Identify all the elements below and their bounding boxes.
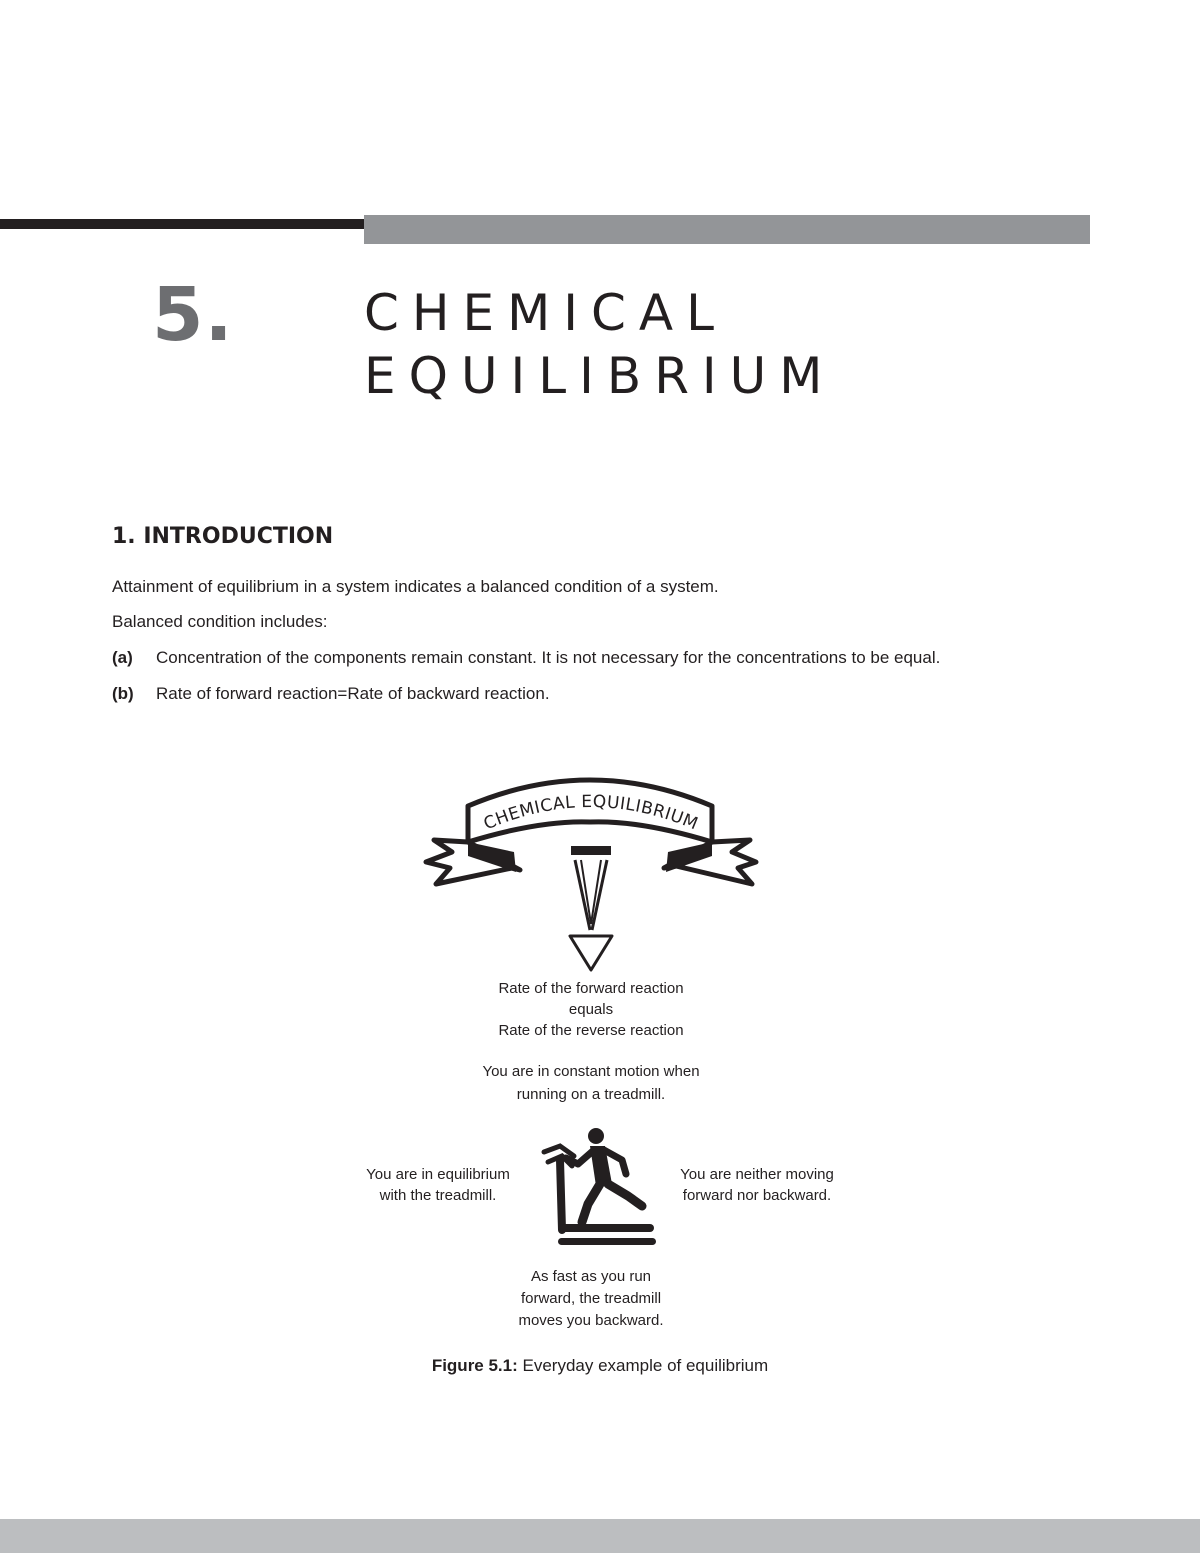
chapter-title-line-2: EQUILIBRIUM: [364, 347, 836, 405]
figure-caption: [300, 1356, 900, 1376]
bottom-line-3: moves you backward.: [518, 1312, 664, 1329]
list-marker: (b): [112, 684, 134, 703]
right-line-1: You are neither moving: [680, 1166, 834, 1183]
footer-bar: [0, 1519, 1200, 1553]
motion-line-2: running on a treadmill.: [516, 1086, 666, 1103]
caption-label: Figure 5.1:: [431, 1356, 518, 1375]
bottom-line-2: forward, the treadmill: [520, 1290, 662, 1307]
list-item-text: Concentration of the components remain constant. It is not necessary for the concentrations to be equal.: [156, 648, 941, 667]
rate-line-1: Rate of the forward reaction: [498, 980, 684, 997]
right-line-2: forward nor backward.: [682, 1187, 832, 1204]
intro-paragraph: Attainment of equilibrium in a system indicates a balanced condition of a system.: [112, 577, 719, 596]
rate-line-2: equals: [568, 1001, 614, 1018]
motion-line-1: You are in constant motion when: [482, 1063, 700, 1080]
balanced-condition-lead: Balanced condition includes:: [112, 612, 328, 631]
chapter-number: 5.: [152, 272, 234, 358]
caption-text: Everyday example of equilibrium: [517, 1356, 769, 1375]
left-line-1: You are in equilibrium: [366, 1166, 510, 1183]
banner-text: CHEMICAL EQUILIBRIUM: [480, 791, 701, 835]
section-heading: 1. INTRODUCTION: [112, 524, 334, 549]
rate-line-3: Rate of the reverse reaction: [498, 1022, 684, 1039]
treadmill-backward-label: [441, 1266, 741, 1332]
bottom-line-1: As fast as you run: [530, 1268, 652, 1285]
left-line-2: with the treadmill.: [379, 1187, 497, 1204]
list-item-text: Rate of forward reaction=Rate of backward reaction.: [156, 684, 550, 703]
chapter-title-line-1: CHEMICAL: [364, 284, 727, 342]
list-marker: (a): [112, 648, 133, 667]
